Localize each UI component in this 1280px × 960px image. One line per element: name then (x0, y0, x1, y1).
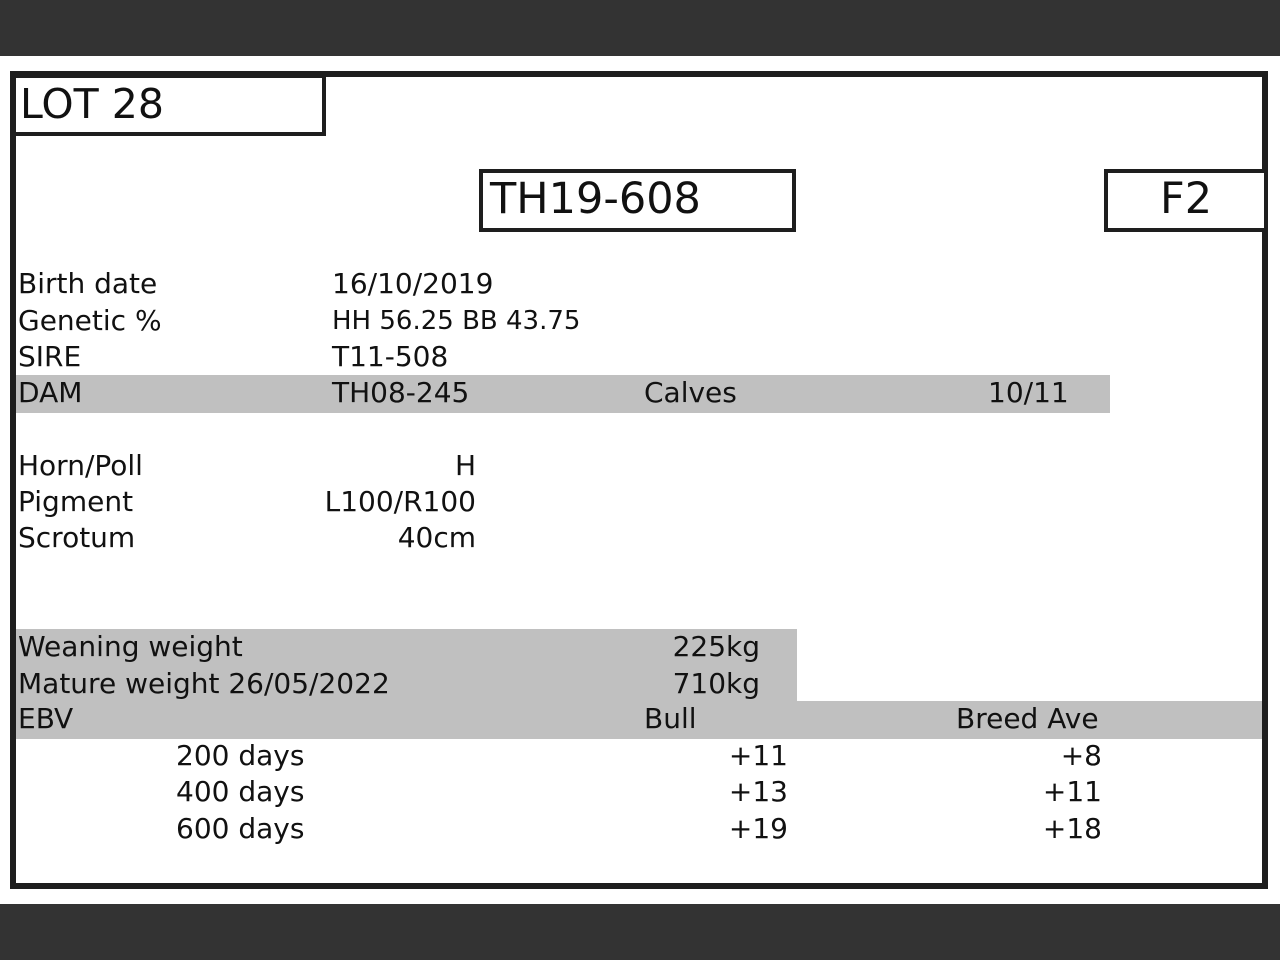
dam-label: DAM (18, 376, 83, 409)
birth-date-value: 16/10/2019 (332, 267, 494, 300)
ebv-row-bull: +11 (728, 739, 788, 772)
birth-date-label: Birth date (18, 267, 158, 300)
ebv-row-label: 400 days (176, 775, 305, 808)
weaning-weight-label: Weaning weight (18, 630, 243, 663)
generation: F2 (1160, 174, 1213, 224)
sire-value: T11-508 (332, 340, 449, 373)
genetic-label: Genetic % (18, 304, 162, 337)
animal-id: TH19-608 (490, 174, 701, 224)
scrotum-value: 40cm (397, 521, 476, 554)
calves-value: 10/11 (988, 376, 1069, 409)
ebv-row-label: 600 days (176, 812, 305, 845)
horn-label: Horn/Poll (18, 449, 143, 482)
horn-value: H (454, 449, 476, 482)
pigment-value: L100/R100 (324, 485, 476, 518)
mature-weight-label: Mature weight 26/05/2022 (18, 667, 390, 700)
bottom-bar (0, 904, 1280, 960)
top-bar (0, 0, 1280, 56)
weaning-weight-value: 225kg (672, 630, 760, 663)
scrotum-label: Scrotum (18, 521, 136, 554)
ebv-row-bull: +13 (728, 775, 788, 808)
ebv-label: EBV (18, 702, 74, 735)
sire-label: SIRE (18, 340, 82, 373)
lot-number: LOT 28 (20, 80, 164, 128)
ebv-breed-header: Breed Ave (956, 702, 1099, 735)
ebv-bull-header: Bull (644, 702, 697, 735)
mature-weight-value: 710kg (672, 667, 760, 700)
dam-value: TH08-245 (332, 376, 470, 409)
ebv-row-breed: +8 (1060, 739, 1102, 772)
genetic-value: HH 56.25 BB 43.75 (332, 306, 581, 336)
dam-row-band (16, 375, 1110, 413)
calves-label: Calves (644, 376, 737, 409)
ebv-row-breed: +18 (1042, 812, 1102, 845)
ebv-row-breed: +11 (1042, 775, 1102, 808)
pigment-label: Pigment (18, 485, 134, 518)
ebv-row-label: 200 days (176, 739, 305, 772)
ebv-row-bull: +19 (728, 812, 788, 845)
